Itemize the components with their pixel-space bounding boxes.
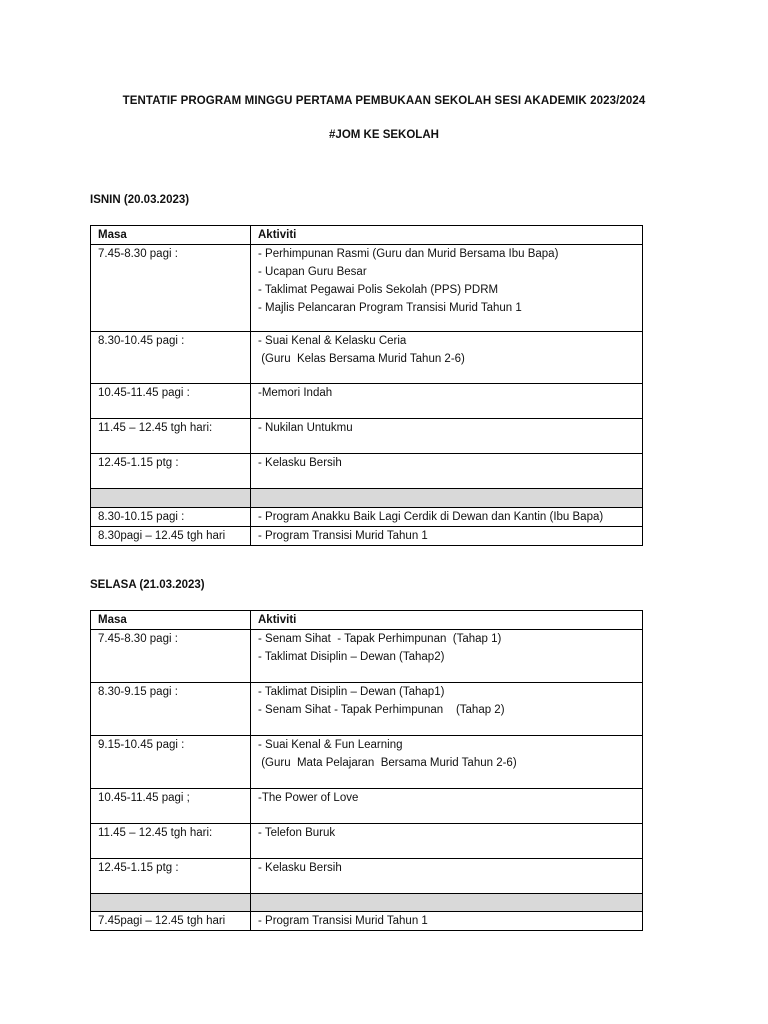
activity-line: - Ucapan Guru Besar (258, 266, 367, 278)
time-cell: 8.30-9.15 pagi : (91, 683, 251, 736)
activity-line: - Senam Sihat - Tapak Perhimpunan (Tahap 2) (258, 704, 505, 716)
activity-line: - Program Transisi Murid Tahun 1 (258, 530, 428, 542)
table-row (91, 859, 643, 894)
activity-cell (251, 912, 643, 931)
activity-line: - Program Anakku Baik Lagi Cerdik di Dewan dan Kantin (Ibu Bapa) (258, 511, 604, 523)
table-row (91, 736, 643, 789)
table-row (91, 527, 643, 546)
time-cell: 8.30-10.45 pagi : (91, 332, 251, 384)
activity-line: - Program Transisi Murid Tahun 1 (258, 915, 428, 927)
table-row (91, 454, 643, 489)
table-row (91, 789, 643, 824)
time-cell: 10.45-11.45 pagi : (91, 384, 251, 419)
activity-line: - Suai Kenal & Fun Learning (258, 739, 403, 751)
table-row (91, 384, 643, 419)
table-row-separator (91, 894, 643, 912)
activity-line: - Taklimat Disiplin – Dewan (Tahap1) (258, 686, 445, 698)
time-cell: 7.45pagi – 12.45 tgh hari (91, 912, 251, 931)
activity-line: (Guru Mata Pelajaran Bersama Murid Tahun 2-6) (258, 757, 517, 769)
activity-line: (Guru Kelas Bersama Murid Tahun 2-6) (258, 353, 465, 365)
activity-line: - Kelasku Bersih (258, 457, 342, 469)
activity-cell (251, 332, 643, 384)
activity-line: - Senam Sihat - Tapak Perhimpunan (Tahap 1) (258, 633, 502, 645)
time-cell: 11.45 – 12.45 tgh hari: (91, 824, 251, 859)
activity-cell (251, 508, 643, 527)
column-header-time: Masa (91, 611, 251, 630)
table-row (91, 912, 643, 931)
activity-cell (251, 736, 643, 789)
table-header-row (91, 226, 643, 245)
activity-cell (251, 527, 643, 546)
time-cell (91, 489, 251, 508)
table-row (91, 245, 643, 332)
day-heading-selasa: SELASA (21.03.2023) (90, 579, 205, 591)
activity-cell (251, 454, 643, 489)
activity-cell (251, 489, 643, 508)
time-cell: 7.45-8.30 pagi : (91, 630, 251, 683)
activity-line: -The Power of Love (258, 792, 359, 804)
activity-cell (251, 894, 643, 912)
activity-cell (251, 384, 643, 419)
activity-line: - Majlis Pelancaran Program Transisi Murid Tahun 1 (258, 302, 522, 314)
column-header-time: Masa (91, 226, 251, 245)
activity-cell (251, 824, 643, 859)
time-cell: 12.45-1.15 ptg : (91, 454, 251, 489)
column-header-activity: Aktiviti (251, 611, 643, 630)
activity-line: - Nukilan Untukmu (258, 422, 353, 434)
time-cell: 10.45-11.45 pagi ; (91, 789, 251, 824)
table-row (91, 508, 643, 527)
table-header-row (91, 611, 643, 630)
time-cell: 7.45-8.30 pagi : (91, 245, 251, 332)
schedule-table-isnin (90, 225, 643, 546)
document-title: TENTATIF PROGRAM MINGGU PERTAMA PEMBUKAAN SEKOLAH SESI AKADEMIK 2023/2024 (122, 95, 646, 107)
activity-line: - Taklimat Disiplin – Dewan (Tahap2) (258, 651, 445, 663)
time-cell: 9.15-10.45 pagi : (91, 736, 251, 789)
table-row (91, 630, 643, 683)
time-cell: 8.30-10.15 pagi : (91, 508, 251, 527)
schedule-table-selasa (90, 610, 643, 931)
time-cell: 8.30pagi – 12.45 tgh hari (91, 527, 251, 546)
activity-cell (251, 789, 643, 824)
column-header-activity: Aktiviti (251, 226, 643, 245)
activity-line: - Taklimat Pegawai Polis Sekolah (PPS) PDRM (258, 284, 499, 296)
table-row-separator (91, 489, 643, 508)
table-row (91, 824, 643, 859)
activity-cell (251, 859, 643, 894)
activity-cell (251, 683, 643, 736)
table-row (91, 332, 643, 384)
document-subtitle: #JOM KE SEKOLAH (329, 129, 439, 141)
table-row (91, 419, 643, 454)
table-row (91, 683, 643, 736)
activity-cell (251, 245, 643, 332)
time-cell (91, 894, 251, 912)
activity-line: - Telefon Buruk (258, 827, 336, 839)
time-cell: 12.45-1.15 ptg : (91, 859, 251, 894)
time-cell: 11.45 – 12.45 tgh hari: (91, 419, 251, 454)
activity-line: -Memori Indah (258, 387, 333, 399)
activity-cell (251, 419, 643, 454)
activity-cell (251, 630, 643, 683)
activity-line: - Kelasku Bersih (258, 862, 342, 874)
activity-line: - Perhimpunan Rasmi (Guru dan Murid Bersama Ibu Bapa) (258, 248, 559, 260)
day-heading-isnin: ISNIN (20.03.2023) (90, 194, 190, 206)
activity-line: - Suai Kenal & Kelasku Ceria (258, 335, 407, 347)
